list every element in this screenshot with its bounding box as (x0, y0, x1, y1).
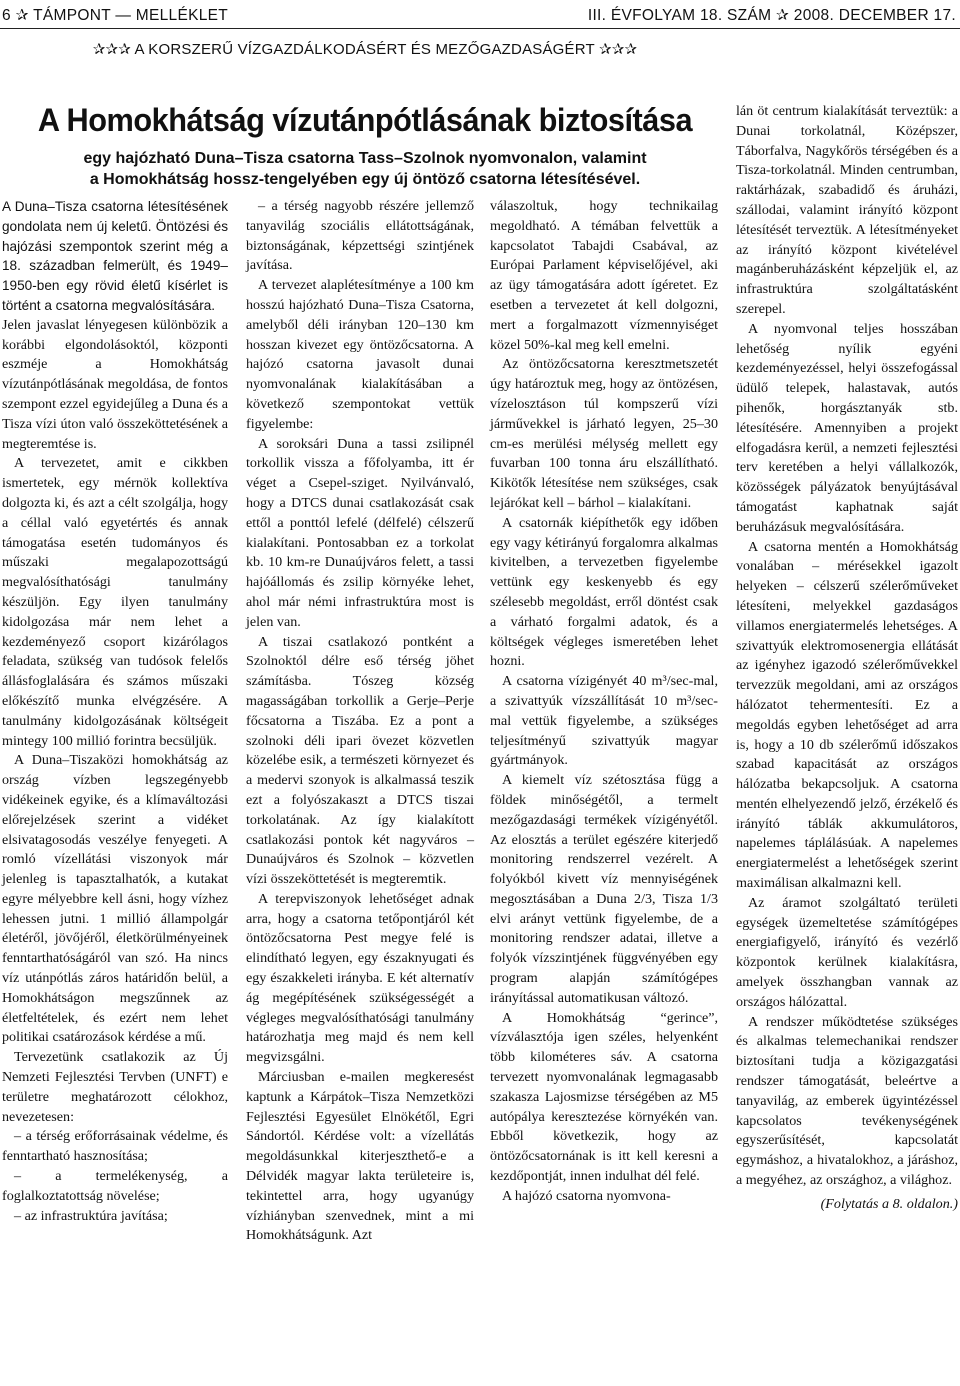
paragraph: A csatornák kiépíthetők egy időben egy vagy kétirányú forgalomra alkalmas kivitelben, a tervezetben figyelembe vettünk egy keskenyebb és egy szélesebb megoldást, erről döntést csak a várható forgalmi adatok, és a költségek végleges ismeretében lehet hozni. (490, 514, 718, 670)
header-left: 6 ✰ TÁMPONT — MELLÉKLET (2, 7, 229, 24)
section-banner: ✰✰✰ A KORSZERŰ VÍZGAZDÁLKODÁSÉRT ÉS MEZŐGAZDASÁGÉRT ✰✰✰ (92, 41, 638, 58)
paragraph: A rendszer működtetése szükséges és alkalmas telemechanikai rendszer biztosítani tudja a közigazgatási rendszer támogatását, beleértve a tanyavilág, az emberek ügyintézéssel kapcsolatos tevékenységének egyszerűsítését, kapcsolatát egymáshoz, a hivatalokhoz, a járáshoz, a megyéhez, az országhoz, a világhoz. (736, 1013, 958, 1189)
paragraph: lán öt centrum kialakítását terveztük: a Dunai torkolatnál, Középszer, Táborfalva, Nagykőrös térségében és a Tisza-torkolatnál. Minden centrumban, raktárházak, szabadidő és áruházi, szállodai, valamint irányító központ létesítését terveztük. A létesítményeket az irányító központ kivételével magánberuházásként képzeljük el, az infrastruktúra szolgáltatásként szerepel. (736, 103, 958, 317)
paragraph: A hajózó csatorna nyomvona- (502, 1187, 671, 1204)
lead-paragraph: A Duna–Tisza csatorna létesítésének gondolata nem új keletű. Öntözési és hajózási szempontok szerint még a 18. században felmerült, és 1949–1950-ben egy rövid életű kísérlet is történt a csatorna megvalósítására. (2, 199, 228, 313)
paragraph: A tiszai csatlakozó pontként a Szolnoktól délre eső térség jöhet számításba. Tószeg község magasságában torkollik a Gerje–Perje főcsatorna a Tiszába. Ez a pont a szolnoki déli ipari övezet közvetlen közelébe esik, a természeti környezet és a medervi szonyok is alkalmassá teszik ezt a folyószakaszt a DTCS tiszai torkolatának. Az így kialakított csatlakozási pontok két nagyváros – Dunaújváros és Szolnok – közvetlen vízi összeköttetését is megteremtik. (246, 633, 474, 888)
list-item: – a térség nagyobb részére jellemző tanyavilág szociális ellátottságának, biztonságának, képzettségi szintjének javítása. (246, 198, 474, 274)
subhead-line-2: a Homokhátság hossz-tengelyében egy új öntöző csatorna létesítésével. (89, 171, 641, 188)
paragraph: A csatorna vízigényét 40 m³/sec-mal, a szivattyúk vízszállítását 10 m³/sec-mal vettük figyelembe, a szükséges teljesítményű szivattyúk magyar gyártmányok. (490, 673, 718, 769)
column-3 (490, 197, 718, 1207)
paragraph: A csatorna mentén a Homokhátság vonalában – mérésekkel igazolt helyeken – célszerű szélerőműveket létesíteni, melyekkel gazdaságos villamos energiatermelés lehetséges. A szivattyúk elektromosenergia ellátását az igényhez igazodó szélerőművekkel tervezzük megoldani, ami az országos hálózatot tehermentesíti. Ez a megoldás egyben lehetőséget ad arra is, hogy a 10 db szélerőmű időszakos szabad kapacitását az országos hálózatba bekapcsoljuk. A csatorna mentén elhelyezendő jelző, érzékelő és irányító táblák akkumulátoros, napelemes táplálásúak. A napelemes energiatermelést a lehetőségek szerint maximálisan alkalmazni kell. (736, 538, 958, 892)
list-item: – a termelékenység, a foglalkoztatottság növelése; (2, 1168, 228, 1204)
subhead-line-1: egy hajózható Duna–Tisza csatorna Tass–Szolnok nyomvonalon, valamint (83, 150, 647, 167)
paragraph: A kiemelt víz szétosztása függ a földek minőségétől, a termelt mezőgazdasági termékek vízigényétől. Az elosztás a terület egészére kiterjedő monitoring rendszerrel vezérelt. A folyókból kivett víz mennyiségének megosztásában a Duna 2/3, Tisza 1/3 elvi arányt vettünk figyelembe, de a monitoring rendszer adatai, illetve a folyók vízszintjének függvényében egy program alapján számítógépes irányítással automatikusan változó. (490, 772, 718, 1006)
paragraph: válaszoltuk, hogy technikailag megoldható. A témában felvettük a kapcsolatot Tabajdi Csabával, az Európai Parlament képviselőjével, aki az ügy támogatására adott ígéretet. Ez esetben a tervezetet át kell dolgozni, mert a forgalmazott vízmennyiséget közel 50%-kal meg kell emelni. (490, 198, 718, 353)
paragraph: A Duna–Tiszaközi homokhátság az ország vízben legszegényebb vidékeinek egyike, és a klímaváltozási előrejelzések szerint a vidéket elsivatagosodás veszélye fenyegeti. A romló vízellátási viszonyok már jelenleg is tapasztalhatók, a kutakat egyre mélyebbre kell ásni, hogy vízhez lehessen jutni. 1 millió állampolgár életéről, jövőjéről, életkörülményeinek fenntarthatóságáról van szó. Ha nincs víz utánpótlás záros határidőn belül, a Homokhátságon megszűnnek az életfeltételek, és ezért nem lehet politikai csatározások kérdése a mű. (2, 752, 228, 1046)
paragraph: A Homokhátság “gerince”, vízválasztója igen széles, helyenként több kilométeres sáv. A csatorna tervezett nyomvonalának legmagasabb szakasza Lajosmizse térségében az M5 autópálya keresztezése környékén van. Ebből következik, hogy az öntözőcsatornának is itt kell keresni a kezdőpontját, innen indulhat dél felé. (490, 1009, 718, 1185)
paragraph: A nyomvonal teljes hosszában lehetőség nyílik egyéni kezdeményezéssel, helyi összefogással üdülő telepek, halastavak, autós pihenők, horgásztanyák stb. létesítésére. Amennyiben a projekt elfogadásra kerül, a nemzeti fejlesztési terv keretében a helyi vállalkozók, közösségek pályázatok benyújtásával támogatást kaphatnak saját beruházásuk megvalósítására. (736, 320, 958, 535)
list-item: – a térség erőforrásainak védelme, és fenntartható hasznosítása; (2, 1128, 228, 1165)
column-1 (2, 197, 228, 1226)
article-headline: A Homokhátság vízutánpótlásának biztosítása (37, 102, 693, 138)
continuation-note: (Folytatás a 8. oldalon.) (820, 1195, 958, 1212)
column-2 (246, 197, 474, 1246)
article-subhead (0, 148, 730, 190)
paragraph: Tervezetünk csatlakozik az Új Nemzeti Fejlesztési Tervben (UNFT) e területre meghatározott célokhoz, nevezetesen: (2, 1049, 228, 1125)
paragraph: A soroksári Duna a tassi zsilipnél torkollik vissza a főfolyamba, itt ér véget a Csepel-sziget. Nyilvánvaló, hogy a DTCS dunai csatlakozását csak ettől a ponttól lefelé (délfelé) célszerű kialakítani. Pontosabban ez a torkolat kb. 10 km-re Dunaújváros felett, a tassi hajóállomás és zsilip környéke lehet, ahol már némi infrastruktúra most is jelen van. (246, 435, 474, 630)
paragraph: Az áramot szolgáltató területi egységek üzemeltetése számítógépes energiafigyelő, irányító és vezérlő központok kerülnek kialakításra, amelyek összhangban vannak az országos hálózattal. (736, 894, 958, 1010)
paragraph: Márciusban e-mailen megkeresést kaptunk a Kárpátok–Tisza Nemzetközi Fejlesztési Egyesület Elnökétől, Egri Sándortól. Kérdése volt: a vízellátás megoldásunkkal kiterjeszthető-e a Délvidék magyar lakta területeire is, tekintettel arra, hogy ugyanúgy vízhiányban szenvednek, mint a mi Homokhátságunk. Azt (246, 1069, 474, 1244)
column-4 (736, 102, 958, 1215)
header-right: III. ÉVFOLYAM 18. SZÁM ✰ 2008. DECEMBER 17. (587, 7, 956, 24)
paragraph: Jelen javaslat lényegesen különbözik a korábbi elgondolásoktól, központi eszméje a Homokhátság vízutánpótlásának megoldása, de fontos szempont ezzel egyidejűleg a Duna és a Tisza vízi úton való összeköttetésének a megteremtése is. (2, 316, 228, 452)
paragraph: A tervezet alaplétesítménye a 100 km hosszú hajózható Duna–Tisza Csatorna, amelyből déli irányban 120–130 km hosszan kivezet egy öntözőcsatorna. A hajózó csatorna javasolt dunai nyomvonalának kialakításában a következő szempontokat vettük figyelembe: (246, 277, 474, 432)
header-rule (0, 28, 960, 29)
paragraph: A terepviszonyok lehetőséget adnak arra, hogy a csatorna tetőpontjáról két öntözőcsatorna Pest megye felé is elindítható legyen, egy északnyugati és egy északkeleti irányba. E két alternatív ág megépítésének szükségességét a végleges megvalósíthatósági tanulmány határozhatja meg majd és nem kell megvizsgálni. (246, 890, 474, 1066)
paragraph: Az öntözőcsatorna keresztmetszetét úgy határoztuk meg, hogy az öntözésen, vízelosztáson túl kompszerű vízi járművekkel is járható legyen, 25–30 cm-es merülési mélység mellett egy fuvarban 100 tonna áru elszállítható. Kikötők létesítése nem szükséges, csak lejárókat kell – bárhol – kialakítani. (490, 356, 718, 511)
list-item: – az infrastruktúra javítása; (14, 1207, 168, 1224)
page-header (0, 6, 960, 28)
paragraph: A tervezetet, amit e cikkben ismertetek, egy mérnök kollektíva dolgozta ki, és azt a célt szolgálja, hogy a céllal való egyetértés és annak támogatása esetén tudományos és műszaki megalapozottságú megvalósíthatósági tanulmány készüljön. Egy ilyen tanulmány kidolgozása már nem lehet a kezdeményező csoport kizárólagos feladata, szükség van tudósok felelős állásfoglalására és számos műszaki előkészítő munka elvégzésére. A tanulmány kidolgozásának költségeit mintegy 100 millió forintra becsüljük. (2, 455, 228, 749)
